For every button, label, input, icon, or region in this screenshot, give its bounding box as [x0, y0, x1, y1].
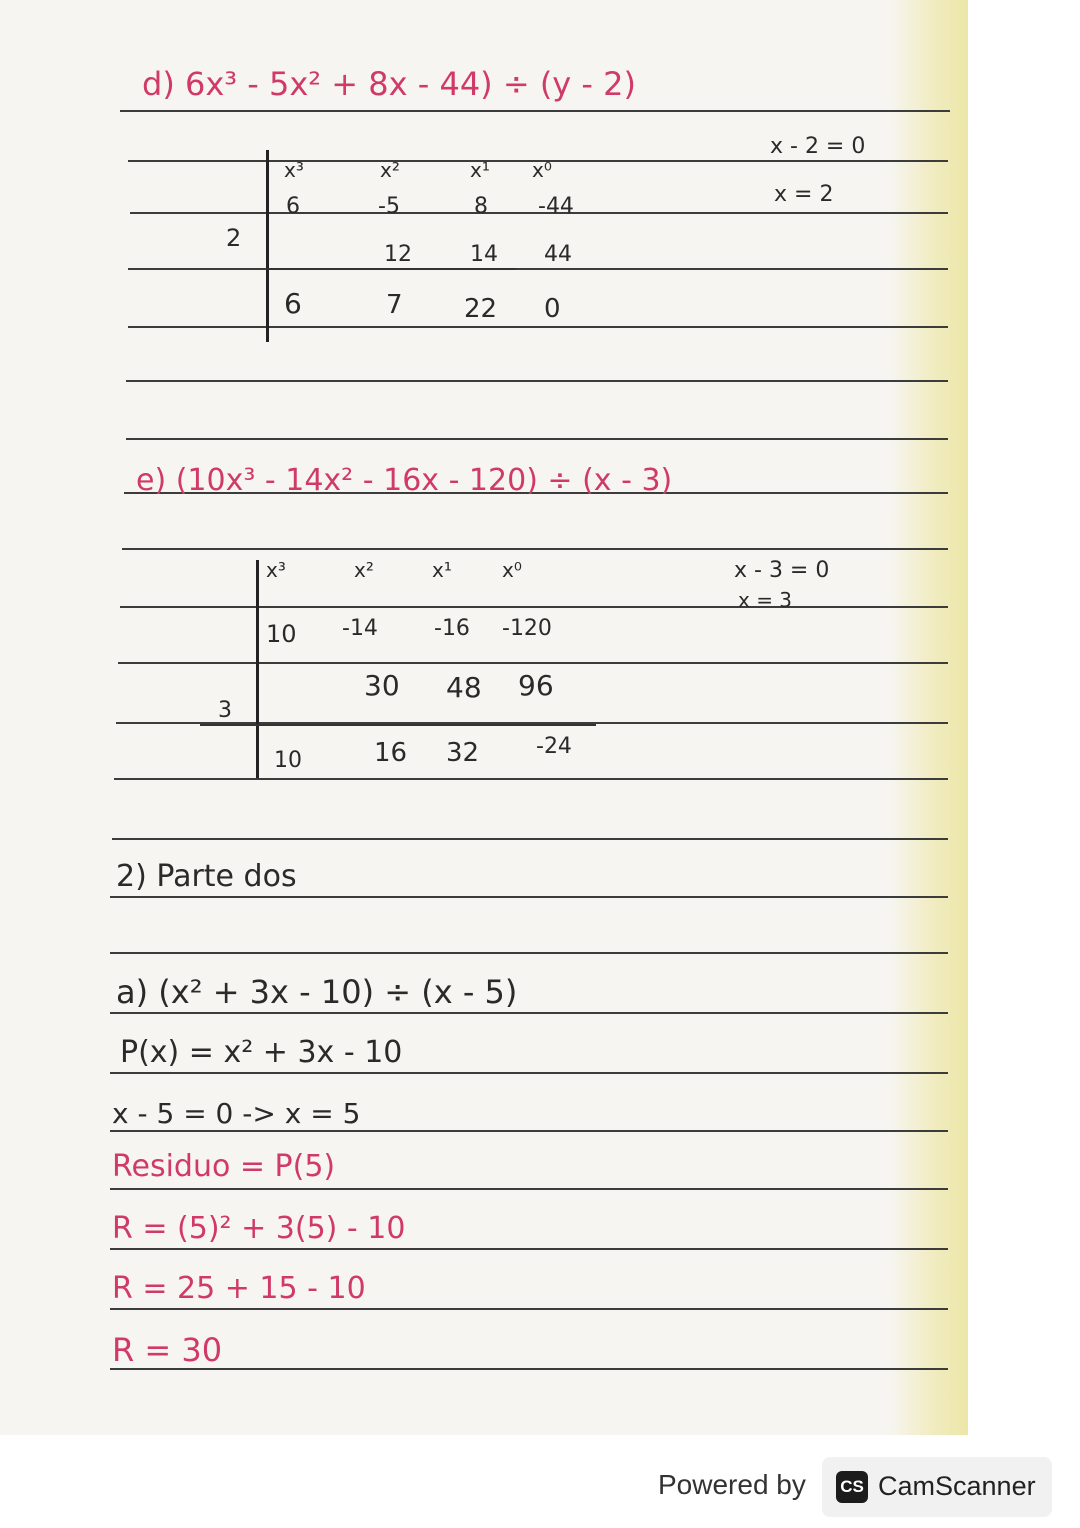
problem-d-title: d) 6x³ - 5x² + 8x - 44) ÷ (y - 2) — [142, 65, 636, 103]
problem-e-product: 30 — [364, 669, 400, 702]
ruled-line — [110, 1308, 948, 1310]
cs-logo-icon: CS — [836, 1471, 868, 1503]
ruled-line — [110, 1248, 948, 1250]
ruled-line — [126, 380, 948, 382]
synthetic-division-sum-line — [200, 724, 596, 726]
part-two-polynomial: P(x) = x² + 3x - 10 — [120, 1035, 403, 1070]
problem-e-header-x3: x³ — [266, 558, 286, 582]
problem-d-product: 14 — [470, 242, 498, 267]
problem-d-result: 7 — [386, 290, 403, 320]
problem-d-root-equation: x - 2 = 0 — [770, 134, 866, 159]
part-two-problem-a: a) (x² + 3x - 10) ÷ (x - 5) — [116, 973, 518, 1011]
part-two-residuo: Residuo = P(5) — [112, 1149, 336, 1184]
scanner-footer — [0, 1435, 1080, 1528]
problem-e-header-x0: x⁰ — [502, 558, 522, 582]
problem-e-result: 16 — [374, 738, 408, 768]
problem-e-product: 48 — [446, 671, 482, 704]
problem-d-header-x2: x² — [380, 158, 400, 182]
problem-d-coef: -5 — [378, 194, 400, 219]
problem-e-header-x1: x¹ — [432, 558, 452, 582]
problem-d-product: 12 — [384, 242, 412, 267]
ruled-line — [122, 548, 948, 550]
page-edge-shadow — [890, 0, 968, 1435]
ruled-line — [128, 326, 948, 328]
camscanner-brand-text: CamScanner — [878, 1471, 1036, 1501]
ruled-line — [110, 896, 948, 898]
problem-e-result: 10 — [274, 748, 302, 773]
problem-e-result: -24 — [536, 734, 572, 759]
problem-e-root-equation: x - 3 = 0 — [734, 558, 830, 583]
problem-e-product: 96 — [518, 669, 554, 702]
ruled-line — [128, 268, 948, 270]
synthetic-division-sum-line — [266, 268, 516, 270]
problem-e-coef: -120 — [502, 616, 552, 641]
problem-e-result: 32 — [446, 738, 480, 768]
part-two-step-one: R = (5)² + 3(5) - 10 — [112, 1211, 406, 1246]
part-two-heading: 2) Parte dos — [116, 859, 297, 894]
ruled-line — [126, 438, 948, 440]
problem-d-result: 6 — [284, 287, 302, 320]
problem-d-divisor: 2 — [226, 224, 242, 252]
part-two-root: x - 5 = 0 -> x = 5 — [112, 1097, 361, 1130]
ruled-line — [120, 110, 950, 112]
ruled-line — [112, 838, 948, 840]
ruled-line — [110, 952, 948, 954]
synthetic-division-bar — [256, 560, 259, 778]
problem-d-coef: 6 — [286, 194, 300, 219]
problem-d-coef: 8 — [474, 194, 488, 219]
part-two-answer: R = 30 — [112, 1331, 223, 1369]
ruled-line — [120, 606, 948, 608]
ruled-line — [110, 1012, 948, 1014]
ruled-line — [110, 1188, 948, 1190]
ruled-line — [118, 662, 948, 664]
problem-e-header-x2: x² — [354, 558, 374, 582]
problem-e-title: e) (10x³ - 14x² - 16x - 120) ÷ (x - 3) — [136, 463, 673, 498]
problem-e-root-value: x = 3 — [738, 588, 793, 612]
ruled-line — [110, 1368, 948, 1370]
camscanner-logo — [822, 1457, 1052, 1517]
problem-e-divisor: 3 — [218, 698, 232, 723]
problem-e-coef: -16 — [434, 616, 470, 641]
problem-d-result: 0 — [544, 294, 561, 324]
part-two-step-two: R = 25 + 15 - 10 — [112, 1271, 366, 1306]
problem-e-coef: 10 — [266, 620, 297, 648]
problem-d-result: 22 — [464, 294, 498, 324]
problem-d-coef: -44 — [538, 194, 574, 219]
problem-d-root-value: x = 2 — [774, 182, 834, 207]
problem-e-coef: -14 — [342, 616, 378, 641]
ruled-line — [110, 1130, 948, 1132]
problem-d-header-x0: x⁰ — [532, 158, 552, 182]
ruled-line — [110, 1072, 948, 1074]
problem-d-header-x1: x¹ — [470, 158, 490, 182]
problem-d-product: 44 — [544, 242, 572, 267]
problem-d-header-x3: x³ — [284, 158, 304, 182]
ruled-line — [114, 778, 948, 780]
powered-by-text: Powered by — [658, 1469, 806, 1500]
synthetic-division-bar — [266, 150, 269, 342]
